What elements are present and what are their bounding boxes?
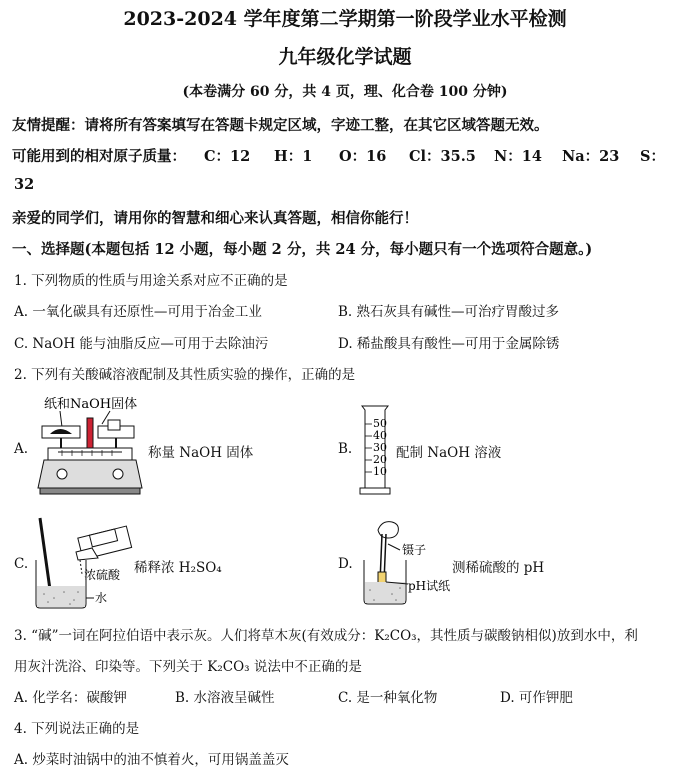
question-1-stem: 1. 下列物质的性质与用途关系对应不正确的是 <box>14 273 288 289</box>
q1-option-a: A. 一氧化碳具有还原性—可用于冶金工业 <box>14 304 262 320</box>
encouragement: 亲爱的同学们，请用你的智慧和细心来认真答题，相信你能行！ <box>12 210 418 227</box>
q1-option-b: B. 熟石灰具有碱性—可治疗胃酸过多 <box>338 304 560 320</box>
graduated-cylinder-figure <box>352 402 398 498</box>
atomic-mass-s: S： <box>640 148 665 165</box>
cylinder-tick-30: 30 <box>373 441 387 454</box>
q2-option-d-letter: D. <box>338 556 353 572</box>
q2-option-d-caption: 测稀硫酸的 pH <box>452 560 545 576</box>
atomic-mass-s-value: 32 <box>14 176 35 193</box>
question-3-stem-line2: 用灰汁洗浴、印染等。下列关于 K₂CO₃ 说法中不正确的是 <box>14 659 362 675</box>
q3-option-c: C. 是一种氧化物 <box>338 690 438 706</box>
question-2-stem: 2. 下列有关酸碱溶液配制及其性质实验的操作，正确的是 <box>14 367 356 383</box>
q2-option-b-letter: B. <box>338 441 353 457</box>
balance-figure <box>32 394 144 498</box>
exam-info: (本卷满分 60 分，共 4 页，理、化合卷 100 分钟) <box>182 84 508 100</box>
cylinder-tick-40: 40 <box>373 429 387 442</box>
q2-option-a-caption: 称量 NaOH 固体 <box>148 445 254 461</box>
q2-option-c-letter: C. <box>14 556 29 572</box>
q1-option-c: C. NaOH 能与油脂反应—可用于去除油污 <box>14 336 269 352</box>
atomic-mass-cl: Cl：35.5 <box>409 148 476 165</box>
notice: 友情提醒：请将所有答案填写在答题卡规定区域，字迹工整，在其它区域答题无效。 <box>12 117 549 134</box>
cylinder-tick-50: 50 <box>373 417 387 430</box>
dilution-figure <box>32 514 134 610</box>
q1-option-d: D. 稀盐酸具有酸性—可用于金属除锈 <box>338 336 560 352</box>
atomic-mass-h: H：1 <box>274 148 313 165</box>
q4-option-a: A. 炒菜时油锅中的油不慎着火，可用锅盖盖灭 <box>14 752 289 768</box>
ph-test-figure <box>356 516 456 608</box>
atomic-mass-label: 可能用到的相对原子质量： <box>12 148 186 165</box>
label-water: 水 <box>95 591 108 605</box>
q2-a-figure-label: 纸和NaOH固体 <box>44 397 138 412</box>
atomic-mass-n: N：14 <box>494 148 542 165</box>
label-tweezers: 镊子 <box>402 543 427 557</box>
q2-option-a-letter: A. <box>14 441 29 457</box>
atomic-mass-na: Na：23 <box>562 148 620 165</box>
exam-title: 2023-2024 学年度第二学期第一阶段学业水平检测 <box>123 8 567 30</box>
q3-option-d: D. 可作钾肥 <box>500 690 573 706</box>
section-heading: 一、选择题(本题包括 12 小题，每小题 2 分，共 24 分，每小题只有一个选项符合题意。) <box>12 241 593 258</box>
q3-option-a: A. 化学名：碳酸钾 <box>14 690 127 706</box>
exam-subtitle: 九年级化学试题 <box>278 46 412 68</box>
q2-option-b-caption: 配制 NaOH 溶液 <box>396 445 502 461</box>
label-ph-paper: pH试纸 <box>408 579 451 593</box>
question-3-stem-line1: 3. “碱”一词在阿拉伯语中表示灰。人们将草木灰(有效成分：K₂CO₃，其性质与碳酸钠相似)放到水中，利 <box>14 628 638 644</box>
label-concentrated-acid: 浓硫酸 <box>84 568 121 582</box>
q2-option-c-caption: 稀释浓 H₂SO₄ <box>134 560 222 576</box>
q3-option-b: B. 水溶液呈碱性 <box>175 690 275 706</box>
question-4-stem: 4. 下列说法正确的是 <box>14 721 140 737</box>
cylinder-tick-20: 20 <box>373 453 387 466</box>
atomic-mass-c: C：12 <box>204 148 251 165</box>
cylinder-tick-10: 10 <box>373 465 387 478</box>
atomic-mass-o: O：16 <box>339 148 387 165</box>
